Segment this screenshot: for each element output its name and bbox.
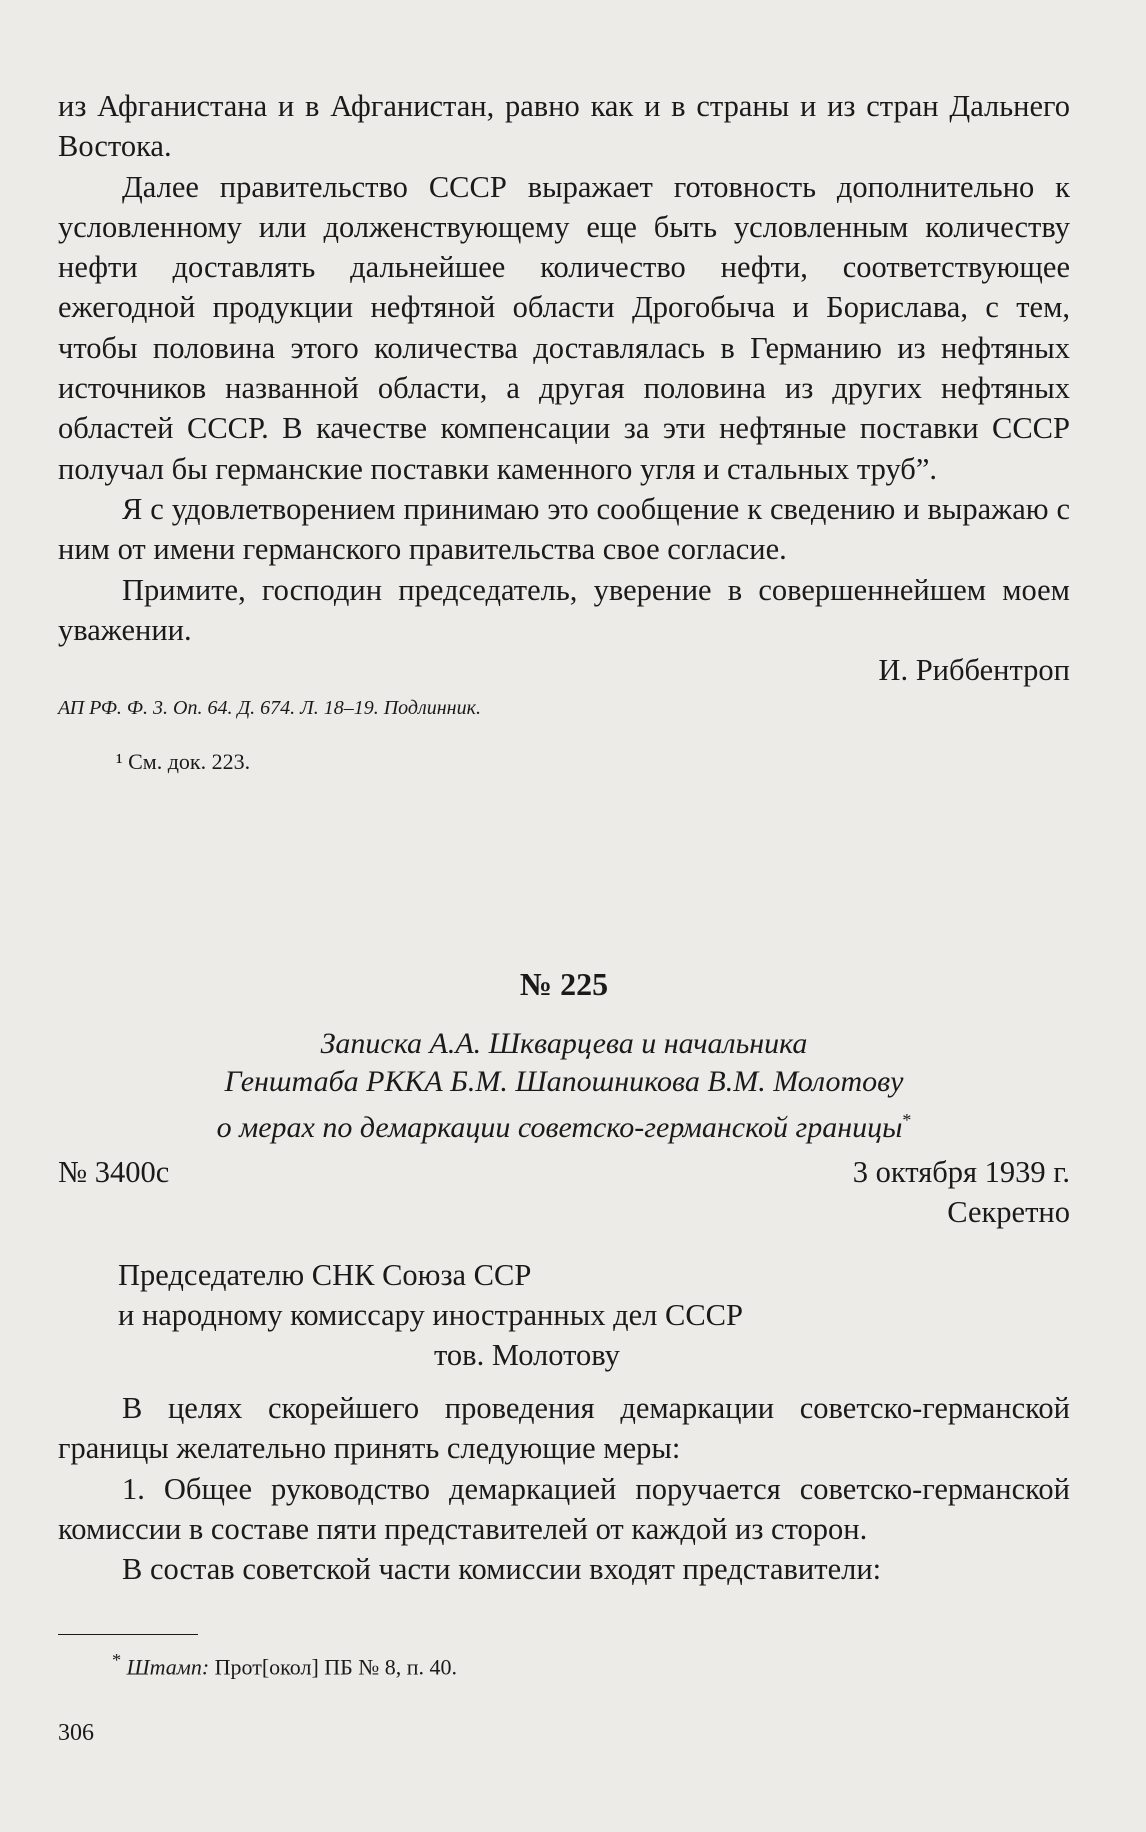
title-line-2: Генштаба РККА Б.М. Шапошникова В.М. Молотову xyxy=(224,1065,904,1098)
title-line-1: Записка А.А. Шкварцева и начальника xyxy=(320,1027,808,1060)
registration-number: № 3400с xyxy=(58,1155,170,1189)
body-paragraph-3: В состав советской части комиссии входят представители: xyxy=(122,1552,882,1587)
document-number: № 225 xyxy=(519,966,609,1002)
addressee-line-1: Председателю СНК Союза ССР xyxy=(118,1258,532,1292)
document-title xyxy=(58,1025,1070,1147)
paragraph-2: Далее правительство СССР выражает готовность дополнительно к условленному или долженствующему еще быть условленным количеству нефти доставлять дальнейшее количество нефти, соответствующее ежегодной продукции нефтяной области Дрогобыча и Борислава, с тем, чтобы половина этого количества доставлялась в Германию из нефтяных источников названной области, а другая половина из других нефтяных областей СССР. В качестве компенсации за эти нефтяные поставки СССР получал бы германские поставки каменного угля и стальных труб”. xyxy=(58,169,1070,486)
addressee-line-2: и народному комиссару иностранных дел СССР xyxy=(118,1298,743,1332)
footnote-label: Штамп: xyxy=(126,1654,210,1680)
addressee xyxy=(118,1255,1018,1375)
footnote-1: ¹ См. док. 223. xyxy=(116,749,251,775)
paragraph-3: Я с удовлетворением принимаю это сообщение к сведению и выражаю с ним от имени германского правительства свое согласие. xyxy=(58,491,1070,567)
body-paragraph-2: 1. Общее руководство демаркацией поручается советско-германской комиссии в составе пяти представителей от каждой из сторон. xyxy=(58,1471,1070,1546)
footnote-text: Прот[окол] ПБ № 8, п. 40. xyxy=(214,1654,458,1680)
paragraph-4: Примите, господин председатель, уверение в совершеннейшем моем уважении. xyxy=(58,572,1070,647)
addressee-line-3: тов. Молотову xyxy=(434,1338,620,1372)
footnote-rule xyxy=(58,1634,198,1635)
footnote-star-mark: * xyxy=(112,1650,122,1670)
document-header xyxy=(58,966,1070,1147)
body-paragraph-1: В целях скорейшего проведения демаркации советско-германской границы желательно принять следующие меры: xyxy=(58,1391,1070,1466)
title-line-3: о мерах по демаркации советско-германской границы xyxy=(216,1111,903,1144)
footnote-stamp xyxy=(58,1646,1124,1681)
paragraph-1: из Афганистана и в Афганистан, равно как и в страны и из стран Дальнего Востока. xyxy=(58,89,1070,164)
upper-section xyxy=(58,86,1070,776)
title-footnote-mark: * xyxy=(902,1110,912,1130)
meta-row xyxy=(58,1152,1070,1192)
classification: Секретно xyxy=(947,1195,1070,1229)
archive-source: АП РФ. Ф. 3. Оп. 64. Д. 674. Л. 18–19. Подлинник. xyxy=(58,697,481,720)
document-body xyxy=(58,1388,1070,1589)
document-date: 3 октября 1939 г. xyxy=(852,1155,1070,1189)
page-number: 306 xyxy=(58,1720,94,1746)
title-line-3-wrap xyxy=(58,1101,1070,1147)
signature: И. Риббентроп xyxy=(878,653,1070,688)
document-meta xyxy=(58,1152,1070,1232)
